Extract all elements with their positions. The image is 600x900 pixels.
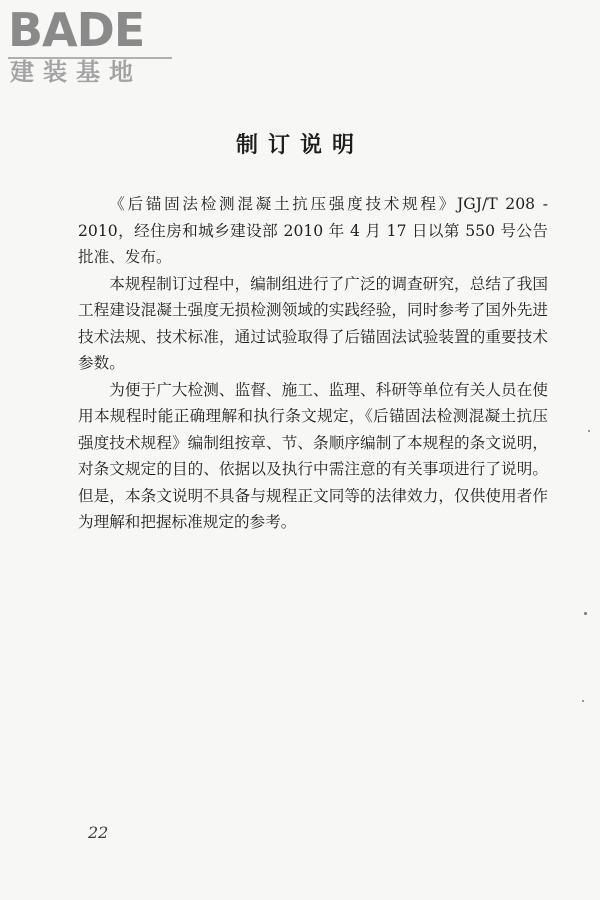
- paragraph-1: 《后锚固法检测混凝土抗压强度技术规程》JGJ/T 208 - 2010，经住房和城乡建设部 2010 年 4 月 17 日以第 550 号公告批准、发布。: [78, 195, 548, 266]
- logo: [8, 4, 178, 88]
- page-title: 制订说明: [235, 133, 364, 158]
- scan-speck: [588, 430, 590, 432]
- scan-speck: [582, 700, 584, 702]
- scan-speck: [584, 612, 587, 615]
- paragraph-2: 本规程制订过程中，编制组进行了广泛的调查研究，总结了我国工程建设混凝土强度无损检测领域的实践经验，同时参考了国外先进技术法规、技术标准，通过试验取得了后锚固法试验装置的重要技术参数。: [78, 274, 548, 372]
- logo-subtitle: 建装基地: [10, 58, 142, 86]
- paragraph-3: 为便于广大检测、监督、施工、监理、科研等单位有关人员在使用本规程时能正确理解和执行条文规定，《后锚固法检测混凝土抗压强度技术规程》编制组按章、节、条顺序编制了本规程的条文说明，对条文规定的目的、依据以及执行中需注意的有关事项进行了说明。但是，本条文说明不具备与规程正文同等的法律效力，仅供使用者作为理解和把握标准规定的参考。: [78, 380, 548, 531]
- body-text: [78, 191, 548, 536]
- page-number: 22: [88, 823, 109, 842]
- logo-wordmark: BADE: [8, 3, 145, 57]
